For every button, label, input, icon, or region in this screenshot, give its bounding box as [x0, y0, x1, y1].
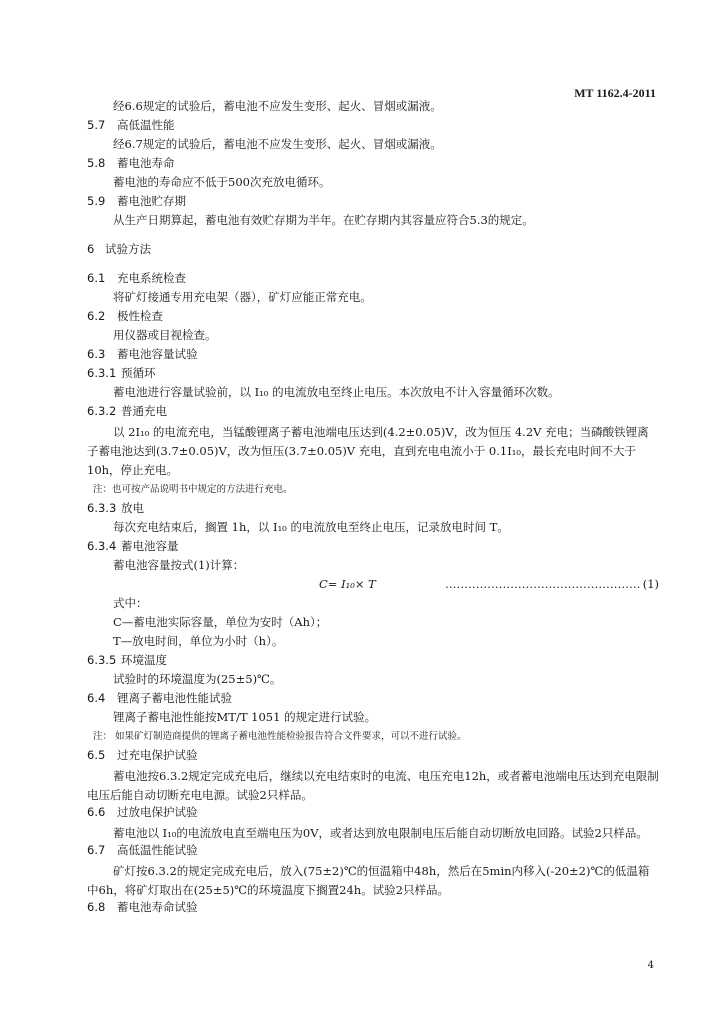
standard-number: MT 1162.4-2011 [574, 86, 656, 100]
section-number: 6.8 [87, 900, 106, 914]
section-heading [87, 271, 659, 290]
document-body [87, 99, 659, 919]
section-number: 6.2 [87, 309, 106, 323]
section-heading [87, 156, 659, 175]
section-title: 蓄电池寿命试验 [117, 900, 198, 914]
clause-paragraph: 蓄电池以 I₁₀的电流放电直至端电压为0V，或者达到放电限制电压后能自动切断放电回路。试验2只样品。 [113, 826, 648, 840]
clause-text: 经6.6规定的试验后，蓄电池不应发生变形、起火、冒烟或漏液。 [113, 99, 442, 113]
equation-number: (1) [642, 577, 659, 591]
clause-text: 式中： [113, 596, 148, 610]
page-number: 4 [647, 960, 654, 971]
section-number: 6.7 [87, 843, 106, 857]
section-heading [87, 900, 659, 919]
note: 注： 如果矿灯制造商提供的锂离子蓄电池性能检验报告符合文件要求，可以不进行试验。 [93, 731, 467, 742]
section-number: 6.1 [87, 271, 106, 285]
chapter-heading [87, 242, 659, 261]
clause-paragraph: 以 2I₁₀ 的电流充电，当锰酸锂离子蓄电池端电压达到(4.2±0.05)V，改为恒压 4.2V 充电；当磷酸铁锂离子蓄电池达到(3.7±0.05)V，改为恒压(3.7±0.05)V 充电，直到充电电流小于 0.1I₁₀，最长充电时间不大于 10h，停止充电。 [87, 425, 649, 477]
subsection-title: 环境温度 [121, 653, 167, 667]
clause-text: 蓄电池容量按式(1)计算： [113, 558, 245, 572]
section-heading [87, 347, 659, 366]
section-title: 过充电保护试验 [117, 748, 198, 762]
formula: C= I₁₀× T [319, 577, 376, 591]
clause-text: T—放电时间，单位为小时（h）。 [113, 634, 284, 648]
section-heading [87, 805, 659, 824]
section-title: 高低温性能试验 [117, 843, 198, 857]
section-title: 蓄电池贮存期 [117, 194, 186, 208]
subsection-title: 放电 [121, 501, 144, 515]
clause-text: 经6.7规定的试验后，蓄电池不应发生变形、起火、冒烟或漏液。 [113, 137, 442, 151]
subsection-number: 6.3.3 [87, 501, 117, 515]
section-number: 6.3 [87, 347, 106, 361]
section-heading [87, 748, 659, 767]
section-number: 5.8 [87, 156, 106, 170]
chapter-number: 6 [87, 242, 95, 256]
section-title: 高低温性能 [117, 118, 175, 132]
subsection-number: 6.3.4 [87, 539, 117, 553]
subsection-heading [87, 366, 659, 385]
clause-text: 蓄电池进行容量试验前，以 I₁₀ 的电流放电至终止电压。本次放电不计入容量循环次数。 [113, 385, 560, 399]
subsection-heading [87, 539, 659, 558]
section-title: 蓄电池寿命 [117, 156, 175, 170]
clause-text: 用仪器或目视检查。 [113, 328, 217, 342]
formula-leader: …………………………………………… [445, 577, 641, 591]
clause-text: 蓄电池的寿命应不低于500次充放电循环。 [113, 175, 331, 189]
section-heading [87, 194, 659, 213]
subsection-heading [87, 653, 659, 672]
section-number: 6.5 [87, 748, 106, 762]
clause-text: 每次充电结束后，搁置 1h，以 I₁₀ 的电流放电至终止电压，记录放电时间 T。 [113, 520, 509, 534]
subsection-heading [87, 404, 659, 423]
section-heading [87, 843, 659, 862]
formula-line [87, 577, 659, 596]
subsection-title: 蓄电池容量 [121, 539, 179, 553]
subsection-number: 6.3.2 [87, 404, 117, 418]
clause-paragraph: 矿灯按6.3.2的规定完成充电后，放入(75±2)℃的恒温箱中48h，然后在5min内移入(-20±2)℃的低温箱中6h，将矿灯取出在(25±5)℃的环境温度下搁置24h。试验2只样品。 [87, 864, 650, 897]
subsection-number: 6.3.5 [87, 653, 117, 667]
section-heading [87, 691, 659, 710]
section-title: 蓄电池容量试验 [117, 347, 198, 361]
clause-text: 从生产日期算起，蓄电池有效贮存期为半年。在贮存期内其容量应符合5.3的规定。 [113, 213, 534, 227]
subsection-heading [87, 501, 659, 520]
section-title: 极性检查 [117, 309, 163, 323]
section-number: 5.7 [87, 118, 106, 132]
subsection-title: 预循环 [121, 366, 156, 380]
section-title: 充电系统检查 [117, 271, 186, 285]
subsection-number: 6.3.1 [87, 366, 117, 380]
section-title: 过放电保护试验 [117, 805, 198, 819]
clause-paragraph: 蓄电池按6.3.2规定完成充电后，继续以充电结束时的电流、电压充电12h，或者蓄电池端电压达到充电限制电压后能自动切断充电电源。试验2只样品。 [87, 769, 659, 802]
note: 注：也可按产品说明书中规定的方法进行充电。 [93, 484, 293, 495]
section-number: 5.9 [87, 194, 106, 208]
section-number: 6.6 [87, 805, 106, 819]
clause-text: 试验时的环境温度为(25±5)℃。 [113, 672, 282, 686]
chapter-title: 试验方法 [105, 242, 151, 256]
section-heading [87, 118, 659, 137]
section-title: 锂离子蓄电池性能试验 [117, 691, 232, 705]
clause-text: C—蓄电池实际容量，单位为安时（Ah）； [113, 615, 328, 629]
subsection-title: 普通充电 [121, 404, 167, 418]
clause-text: 锂离子蓄电池性能按MT/T 1051 的规定进行试验。 [113, 710, 377, 724]
clause-text: 将矿灯接通专用充电架（器），矿灯应能正常充电。 [113, 290, 372, 304]
section-heading [87, 309, 659, 328]
section-number: 6.4 [87, 691, 106, 705]
